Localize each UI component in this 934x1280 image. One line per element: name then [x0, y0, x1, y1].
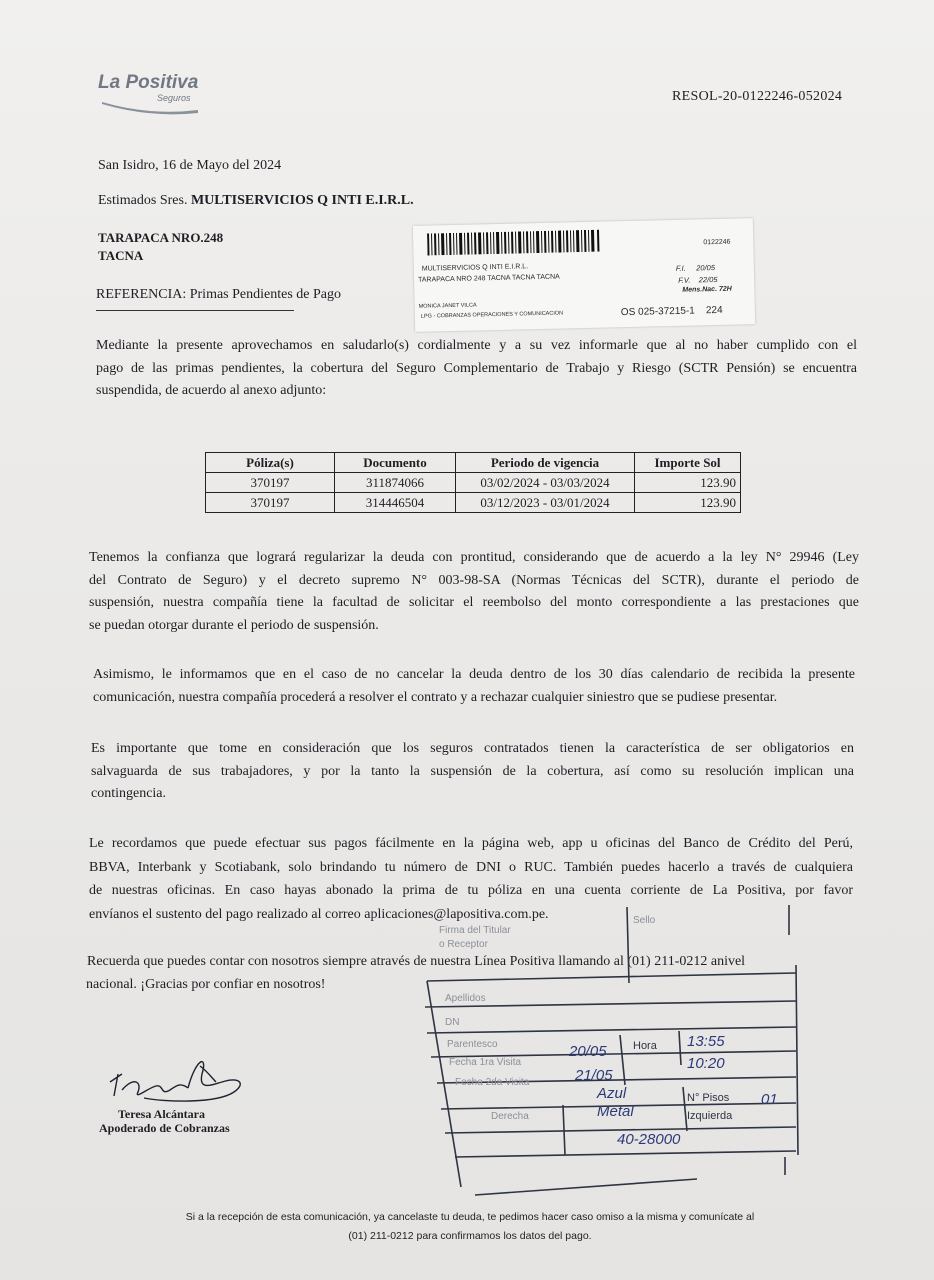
cell-period: 03/02/2024 - 03/03/2024	[456, 473, 635, 493]
stamp-label-parentesco: Parentesco	[447, 1039, 498, 1050]
cell-amount: 123.90	[635, 473, 741, 493]
address-line1: TARAPACA NRO.248	[98, 230, 224, 245]
handwritten-hour1: 13:55	[687, 1033, 725, 1050]
signature-icon	[104, 1052, 250, 1108]
stamp-grid	[415, 905, 815, 1197]
stamp-label-fecha1: Fecha 1ra Visita	[449, 1057, 522, 1068]
label-os: OS 025-37215-1 224	[620, 304, 723, 319]
stamp-label-apellidos: Apellidos	[445, 993, 486, 1004]
col-header-document: Documento	[335, 453, 456, 473]
label-tracking-code: 0122246	[703, 238, 731, 247]
logo-swoosh-icon	[100, 96, 200, 116]
paragraph-line: BBVA, Interbank y Scotiabank, solo brindando tu número de DNI o RUC. También puedes hacerlo a través de cualquiera	[89, 859, 853, 875]
cell-amount: 123.90	[635, 493, 741, 513]
stamp-label-sello: Sello	[633, 915, 656, 926]
paragraph-payments	[89, 832, 853, 926]
paragraph-line: Mediante la presente aprovechamos en saludarlo(s) cordialmente y a su vez informarle que al no haber cumplido con el	[96, 338, 857, 353]
salutation-prefix: Estimados Sres.	[98, 193, 188, 208]
cell-policy: 370197	[206, 493, 335, 513]
paragraph-line: salvaguarda de sus trabajadores, y por la tanto la suspensión de la cobertura, así como su resolución implican una	[91, 763, 854, 779]
paragraph-contact-line2: nacional. ¡Gracias por confiar en nosotros!	[86, 977, 326, 992]
courier-label	[413, 218, 755, 332]
table-row	[206, 493, 741, 513]
handwritten-material: Metal	[597, 1103, 634, 1120]
paragraph-law	[89, 547, 859, 637]
stamp-label-hora: Hora	[633, 1040, 657, 1052]
barcode-icon	[427, 230, 603, 256]
stamp-label-derecha: Derecha	[491, 1111, 529, 1122]
label-fv: F.V. 22/05	[678, 274, 718, 285]
policy-table	[205, 452, 741, 513]
col-header-period: Periodo de vigencia	[456, 453, 635, 473]
paragraph-line: comunicación, nuestra compañía procederá a resolver el contrato y a rechazar cualquier siniestro que se pudiese presentar.	[93, 689, 778, 705]
paragraph-line: contingencia.	[91, 786, 167, 801]
paragraph-mandatory	[91, 738, 854, 806]
table-header-row	[206, 453, 741, 473]
footer-line2: (01) 211-0212 para confirmamos los datos del pago.	[348, 1230, 592, 1242]
paragraph-line: Asimismo, le informamos que en el caso de no cancelar la deuda dentro de los 30 días calendario de recibida la presente	[93, 667, 855, 682]
cell-period: 03/12/2023 - 03/01/2024	[456, 493, 635, 513]
reference-line: REFERENCIA: Primas Pendientes de Pago	[96, 287, 341, 302]
footer-note	[140, 1208, 800, 1246]
cell-document: 314446504	[335, 493, 456, 513]
paragraph-line: suspensión, nuestra compañía tiene la facultad de solicitar el reembolso del monto correspondiente a las prestaciones que	[89, 595, 859, 610]
col-header-policy: Póliza(s)	[206, 453, 335, 473]
paragraph-deadline	[93, 664, 855, 709]
paragraph-line: envíanos el sustento del pago realizado al correo aplicaciones@lapositiva.com.pe.	[89, 906, 549, 922]
signer-role: Apoderado de Cobranzas	[99, 1121, 230, 1135]
paragraph-contact-line1: Recuerda que puedes contar con nosotros siempre através de nuestra Línea Positiva llamando al (01) 211-0212 anivel	[87, 954, 746, 969]
paragraph-line: de nuestras oficinas. En caso hayas abonado la prima de tu póliza en una cuenta corriente de La Positiva, por favor	[89, 883, 853, 898]
resolution-number: RESOL-20-0122246-052024	[672, 89, 843, 104]
handwritten-date2: 21/05	[575, 1067, 613, 1084]
paragraph-line: pago de las primas pendientes, la cobertura del Seguro Complementario de Trabajo y Riesgo (SCTR Pensión) se encuentra	[96, 360, 857, 376]
col-header-amount: Importe Sol	[635, 453, 741, 473]
label-service: Mens.Nac. 72H	[682, 285, 732, 294]
handwritten-date1: 20/05	[569, 1043, 607, 1060]
label-recipient: MULTISERVICIOS Q INTI E.I.R.L.	[421, 263, 529, 273]
paragraph-line: Es importante que tome en consideración que los seguros contratados tienen la característica de ser obligatorios en	[91, 741, 854, 756]
table-row	[206, 473, 741, 493]
paragraph-line: Tenemos la confianza que logrará regularizar la deuda con prontitud, considerando que de acuerdo a la ley N° 29946 (Ley	[89, 550, 859, 565]
stamp-label-receptor: o Receptor	[439, 939, 488, 950]
cell-document: 311874066	[335, 473, 456, 493]
stamp-label-titular: Firma del Titular	[439, 925, 511, 936]
label-sender: MONICA JANET VILCA	[418, 302, 477, 310]
company-logo: La Positiva	[98, 72, 199, 93]
logo-subtitle: Seguros	[157, 93, 191, 103]
address-line2: TACNA	[98, 248, 144, 263]
handwritten-color: Azul	[597, 1085, 627, 1102]
place-date: San Isidro, 16 de Mayo del 2024	[98, 158, 282, 173]
handwritten-reference: 40-28000	[617, 1131, 681, 1148]
paragraph-line: suspendida, de acuerdo al anexo adjunto:	[96, 383, 327, 398]
handwritten-floors: 01	[761, 1091, 778, 1108]
label-fi: F.I. 20/05	[675, 263, 716, 273]
cell-policy: 370197	[206, 473, 335, 493]
paragraph-line: del Contrato de Seguro) y el decreto supremo N° 003-98-SA (Normas Técnicas del SCTR), durante el periodo de	[89, 572, 859, 588]
signer-name: Teresa Alcántara	[118, 1107, 205, 1121]
reference-underline	[96, 310, 294, 311]
salutation	[98, 193, 414, 209]
delivery-stamp	[415, 905, 815, 1197]
label-address: TARAPACA NRO 248 TACNA TACNA TACNA	[417, 273, 560, 284]
paragraph-line: Le recordamos que puede efectuar sus pagos fácilmente en la página web, app u oficinas del Banco de Crédito del Perú,	[89, 836, 853, 851]
stamp-label-fecha2: Fecha 2da Visita	[455, 1077, 530, 1088]
label-department: LPG - COBRANZAS OPERACIONES Y COMUNICACION	[420, 310, 564, 320]
stamp-label-pisos: N° Pisos	[687, 1092, 730, 1104]
stamp-label-dni: DN	[445, 1017, 460, 1028]
footer-line1: Si a la recepción de esta comunicación, ya cancelaste tu deuda, te pedimos hacer caso omiso a la misma y comunícate al	[185, 1211, 755, 1223]
paragraph-intro	[96, 335, 857, 403]
paragraph-line: se puedan otorgar durante el periodo de suspensión.	[89, 617, 379, 633]
company-name: MULTISERVICIOS Q INTI E.I.R.L.	[190, 193, 414, 208]
handwritten-hour2: 10:20	[687, 1055, 725, 1072]
stamp-label-izquierda: Izquierda	[687, 1110, 733, 1122]
